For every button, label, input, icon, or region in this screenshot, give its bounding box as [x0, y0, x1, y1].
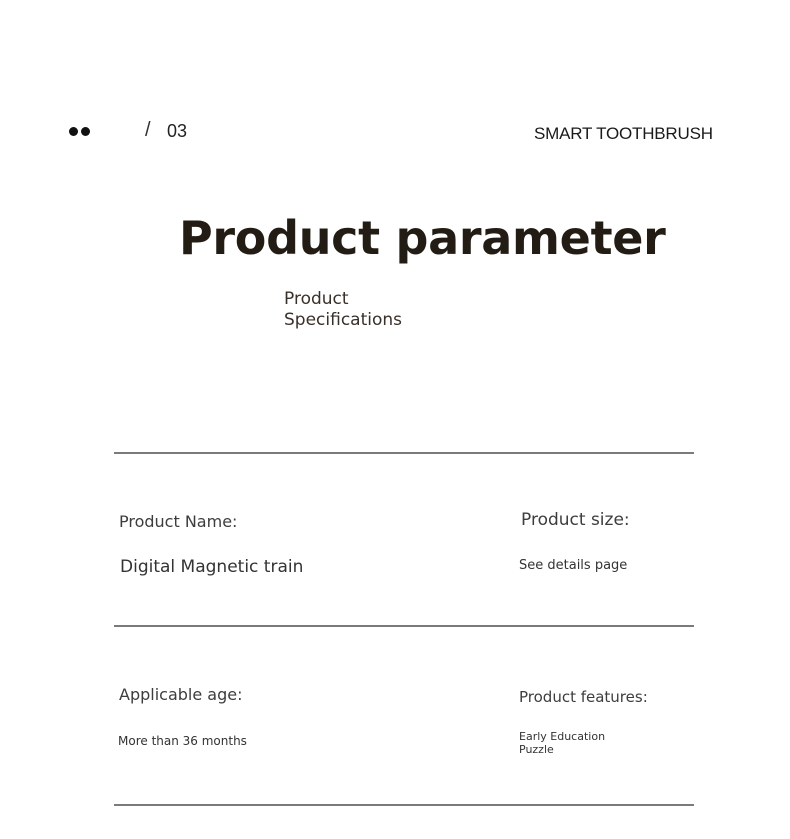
product-name-value: Digital Magnetic train [120, 557, 304, 577]
page-number: 03 [167, 121, 188, 141]
applicable-age-label: Applicable age: [119, 685, 243, 704]
divider-bottom [114, 804, 694, 806]
dot-icon [81, 127, 90, 136]
divider-middle [114, 625, 694, 627]
page-separator: / [145, 119, 151, 141]
divider-top [114, 452, 694, 454]
two-dots-icon [69, 127, 93, 137]
page-title: Product parameter [179, 211, 666, 265]
product-features-value [519, 730, 669, 756]
product-size-label: Product size: [521, 510, 630, 530]
product-size-value: See details page [519, 558, 628, 573]
applicable-age-value: More than 36 months [118, 734, 247, 748]
page-subtitle [284, 289, 484, 331]
product-name-label: Product Name: [119, 512, 238, 531]
dot-icon [69, 127, 78, 136]
product-features-label: Product features: [519, 688, 648, 706]
brand-label: SMART TOOTHBRUSH [534, 124, 713, 143]
product-features-text: Early Education Puzzle [519, 730, 606, 756]
subtitle-text: Product Specifications [284, 289, 403, 330]
